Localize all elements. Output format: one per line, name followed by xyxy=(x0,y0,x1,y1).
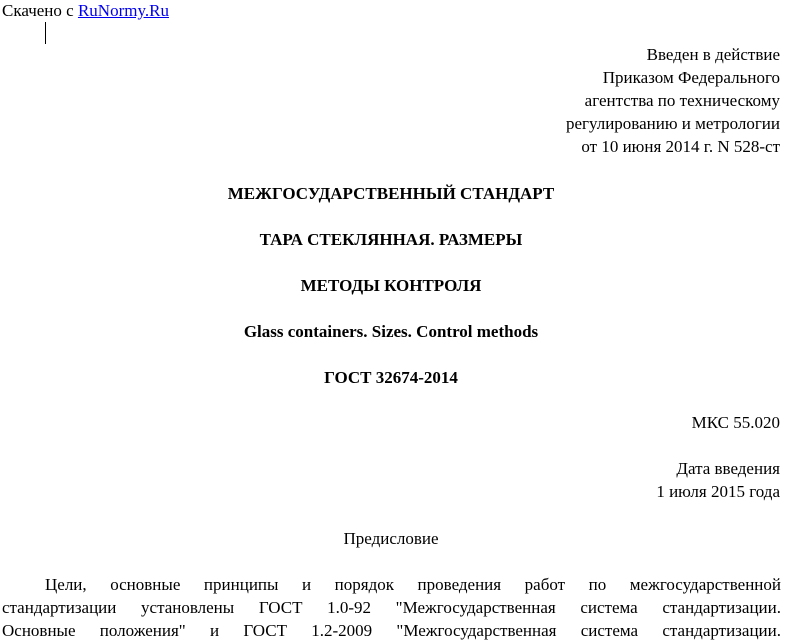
preface-heading: Предисловие xyxy=(343,529,439,548)
enactment-line: агентства по техническому xyxy=(584,91,780,110)
enactment-line: Приказом Федерального xyxy=(602,68,780,87)
preface-paragraph xyxy=(2,573,781,642)
enactment-line: от 10 июня 2014 г. N 528-ст xyxy=(581,137,780,156)
paragraph-line: Основные положения" и ГОСТ 1.2-2009 "Межгосударственная система стандартизации. xyxy=(2,621,781,640)
standard-code: ГОСТ 32674-2014 xyxy=(324,368,458,387)
standard-type: МЕЖГОСУДАРСТВЕННЫЙ СТАНДАРТ xyxy=(227,184,555,203)
enactment-line: Введен в действие xyxy=(646,45,780,64)
introduction-date-label: Дата введения xyxy=(676,459,780,478)
paragraph-line: Цели, основные принципы и порядок проведения работ по межгосударственной xyxy=(45,575,781,594)
text-cursor xyxy=(45,22,46,44)
mks-code: МКС 55.020 xyxy=(691,413,780,432)
document-title: ТАРА СТЕКЛЯННАЯ. РАЗМЕРЫ xyxy=(259,230,523,249)
enactment-line: регулированию и метрологии xyxy=(565,114,780,133)
paragraph-line: стандартизации установлены ГОСТ 1.0-92 "Межгосударственная система стандартизации. xyxy=(2,598,781,617)
document-title-english: Glass containers. Sizes. Control methods xyxy=(243,322,539,341)
introduction-date-value: 1 июля 2015 года xyxy=(656,482,780,501)
source-prefix: Скачено с xyxy=(2,1,78,20)
enactment-block xyxy=(566,43,780,158)
source-line xyxy=(2,1,169,21)
document-subtitle: МЕТОДЫ КОНТРОЛЯ xyxy=(300,276,482,295)
source-link[interactable]: RuNormy.Ru xyxy=(77,1,169,20)
introduction-date-block xyxy=(656,457,780,503)
